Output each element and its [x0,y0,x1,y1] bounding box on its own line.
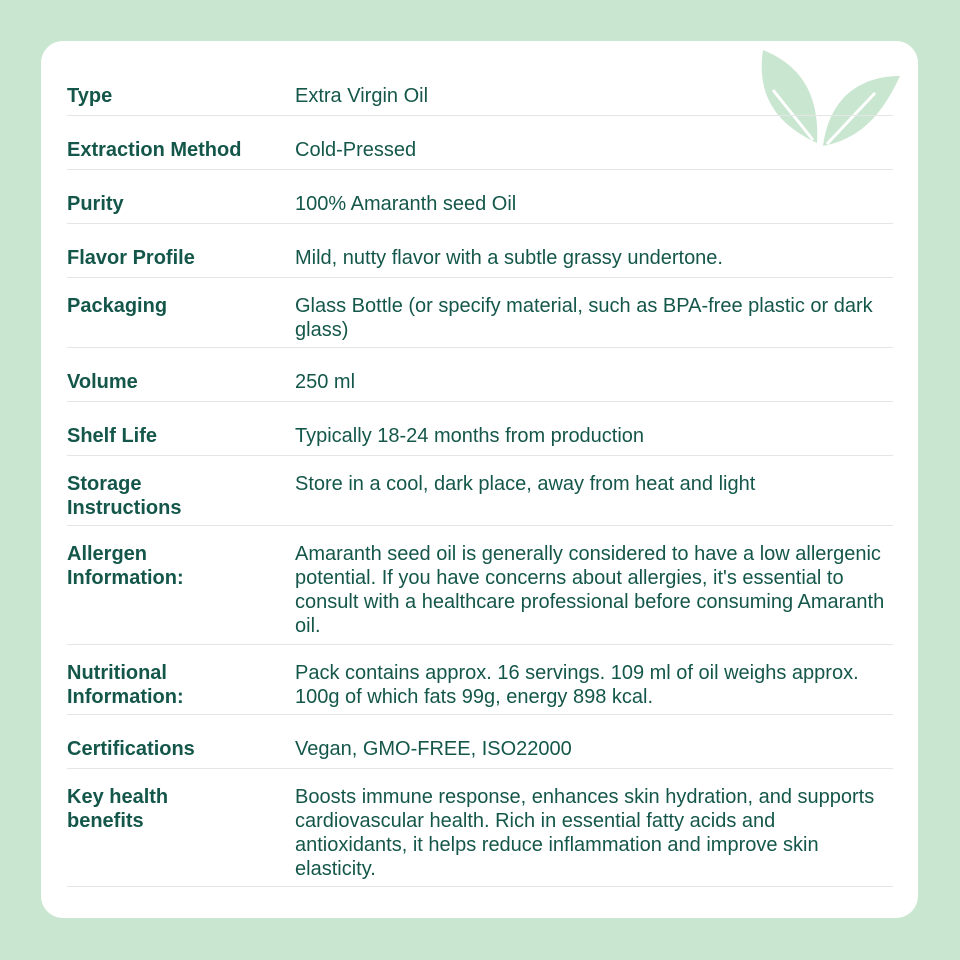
spec-table [67,62,893,887]
row-label: Shelf Life [67,425,158,447]
table-row [67,116,893,170]
table-row [67,278,893,348]
row-value: Extra Virgin Oil [295,85,429,107]
table-row [67,402,893,456]
row-value: Store in a cool, dark place, away from heat and light [295,473,756,495]
table-row [67,456,893,526]
row-value: 250 ml [295,371,356,393]
table-row [67,645,893,715]
row-label: Packaging [67,295,168,317]
row-value: Amaranth seed oil is generally considered to have a low allergenic potential. If you have concerns about allergies, it's essential to consult with a healthcare professional before consuming Amaranth oil. [295,543,885,637]
row-label: Volume [67,371,138,393]
row-label: Purity [67,193,124,215]
row-value: Vegan, GMO-FREE, ISO22000 [295,738,572,760]
row-label: Certifications [67,738,195,760]
row-label: Allergen Information: [67,543,184,589]
table-row [67,62,893,116]
row-value: Pack contains approx. 16 servings. 109 ml of oil weighs approx. 100g of which fats 99g, energy 898 kcal. [295,662,859,708]
row-label: Storage Instructions [67,473,182,519]
row-label: Type [67,85,113,107]
row-value: Glass Bottle (or specify material, such as BPA-free plastic or dark glass) [295,295,873,341]
table-row [67,224,893,278]
row-label: Flavor Profile [67,247,195,269]
table-row [67,526,893,645]
table-row [67,170,893,224]
row-value: 100% Amaranth seed Oil [295,193,517,215]
table-row [67,715,893,769]
table-row [67,348,893,402]
row-label: Extraction Method [67,139,242,161]
table-row [67,769,893,887]
row-value: Mild, nutty flavor with a subtle grassy undertone. [295,247,723,269]
row-value: Cold-Pressed [295,139,417,161]
row-label: Key health benefits [67,786,169,832]
row-value: Typically 18-24 months from production [295,425,645,447]
row-value: Boosts immune response, enhances skin hydration, and supports cardiovascular health. Rich in essential fatty acids and antioxidants, it helps reduce inflammation and improve skin elasticity. [295,786,875,880]
row-label: Nutritional Information: [67,662,184,708]
